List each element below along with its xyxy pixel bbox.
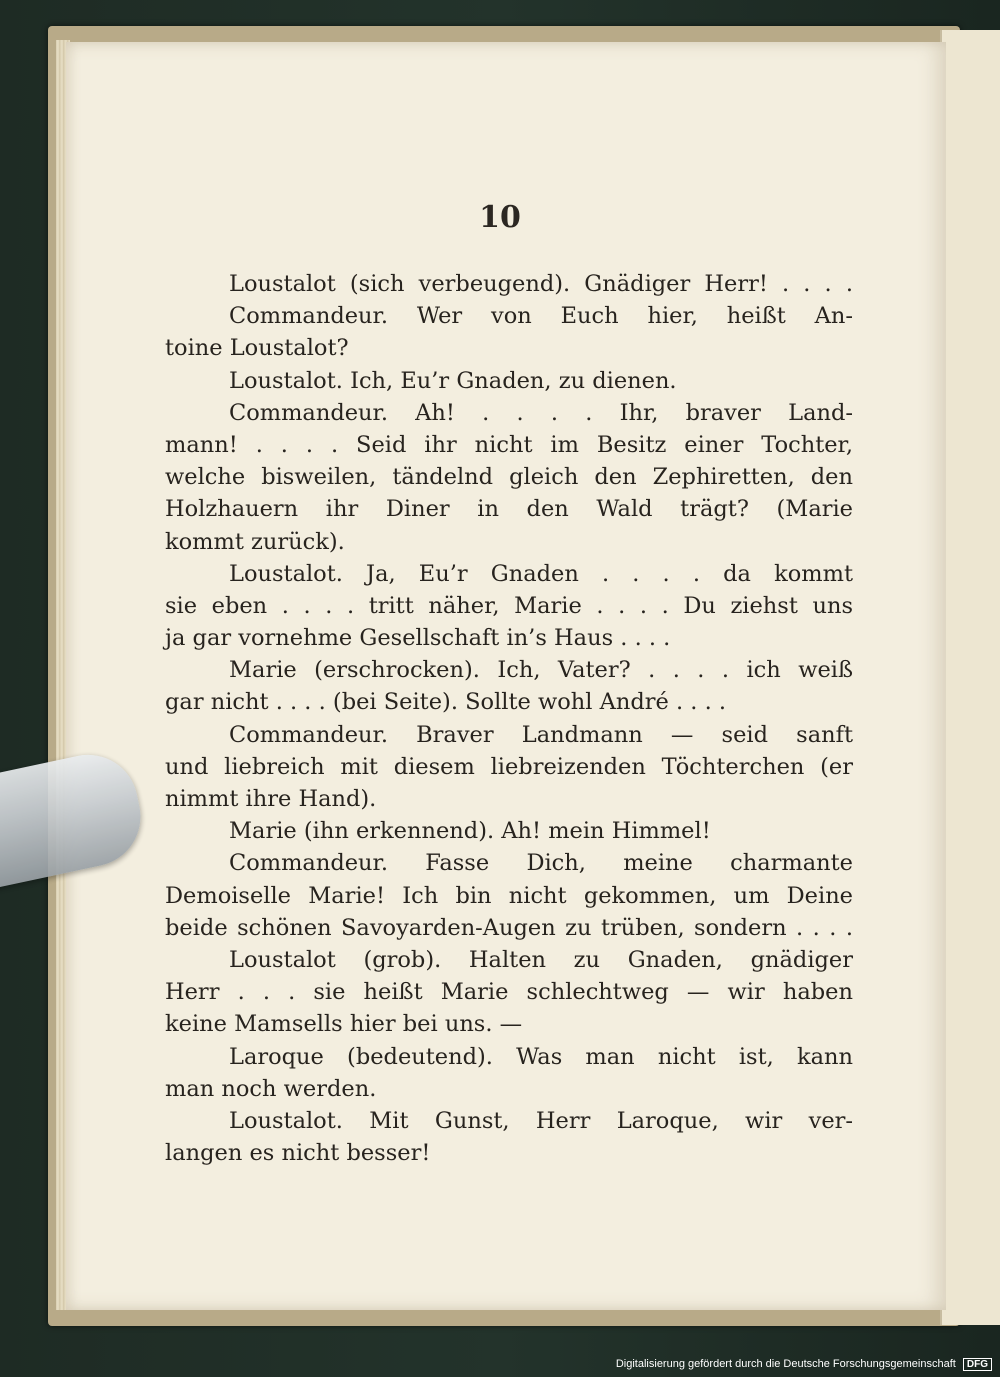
text-line: Demoiselle Marie! Ich bin nicht gekommen, um Deine	[165, 882, 853, 909]
text-line: Laroque (bedeutend). Was man nicht ist, kann	[229, 1043, 853, 1070]
text-line: Loustalot (sich verbeugend). Gnädiger Herr! . . . .	[229, 271, 853, 297]
text-line: Commandeur. Braver Landmann — seid sanft	[229, 721, 853, 748]
credit-text: Digitalisierung gefördert durch die Deutsche Forschungsgemeinschaft	[615, 1358, 956, 1370]
text-line: Commandeur. Fasse Dich, meine charmante	[229, 850, 853, 877]
text-line: gar nicht . . . . (bei Seite). Sollte wohl André . . . .	[165, 689, 727, 716]
text-line: Marie (erschrocken). Ich, Vater? . . . . ich weiß	[229, 657, 853, 684]
text-line: und liebreich mit diesem liebreizenden Töchterchen (er	[165, 753, 853, 780]
text-line: langen es nicht besser!	[165, 1140, 431, 1167]
text-line: mann! . . . . Seid ihr nicht im Besitz einer Tochter,	[165, 431, 853, 458]
text-line: Marie (ihn erkennend). Ah! mein Himmel!	[229, 818, 711, 845]
text-line: welche bisweilen, tändelnd gleich den Zephiretten, den	[165, 464, 853, 491]
text-line: Commandeur. Wer von Euch hier, heißt An-	[229, 303, 853, 330]
text-line: Loustalot. Ich, Eu’r Gnaden, zu dienen.	[229, 367, 677, 394]
text-line: Holzhauern ihr Diner in den Wald trägt? (Marie	[165, 496, 853, 523]
text-line: Loustalot (grob). Halten zu Gnaden, gnädiger	[229, 946, 853, 973]
text-line: Loustalot. Mit Gunst, Herr Laroque, wir ver-	[229, 1107, 853, 1134]
dfg-logo: DFG	[963, 1358, 992, 1371]
text-line: sie eben . . . . tritt näher, Marie . . . . Du ziehst uns	[165, 592, 853, 619]
text-line: kommt zurück).	[165, 528, 345, 555]
page-number: 10	[479, 200, 521, 235]
text-line: toine Loustalot?	[165, 335, 349, 362]
text-line: nimmt ihre Hand).	[165, 786, 377, 812]
digitization-credit	[616, 1358, 992, 1371]
page-body	[165, 268, 853, 1169]
text-line: man noch werden.	[165, 1075, 377, 1102]
text-line: ja gar vornehme Gesellschaft in’s Haus . . . .	[165, 625, 671, 652]
text-line: Herr . . . sie heißt Marie schlechtweg — wir haben	[165, 979, 853, 1006]
text-line: Loustalot. Ja, Eu’r Gnaden . . . . da kommt	[229, 560, 853, 587]
text-line: Commandeur. Ah! . . . . Ihr, braver Land-	[229, 399, 853, 426]
text-line: keine Mamsells hier bei uns. —	[165, 1011, 523, 1038]
text-line: beide schönen Savoyarden-Augen zu trüben, sondern . . . .	[165, 914, 853, 941]
